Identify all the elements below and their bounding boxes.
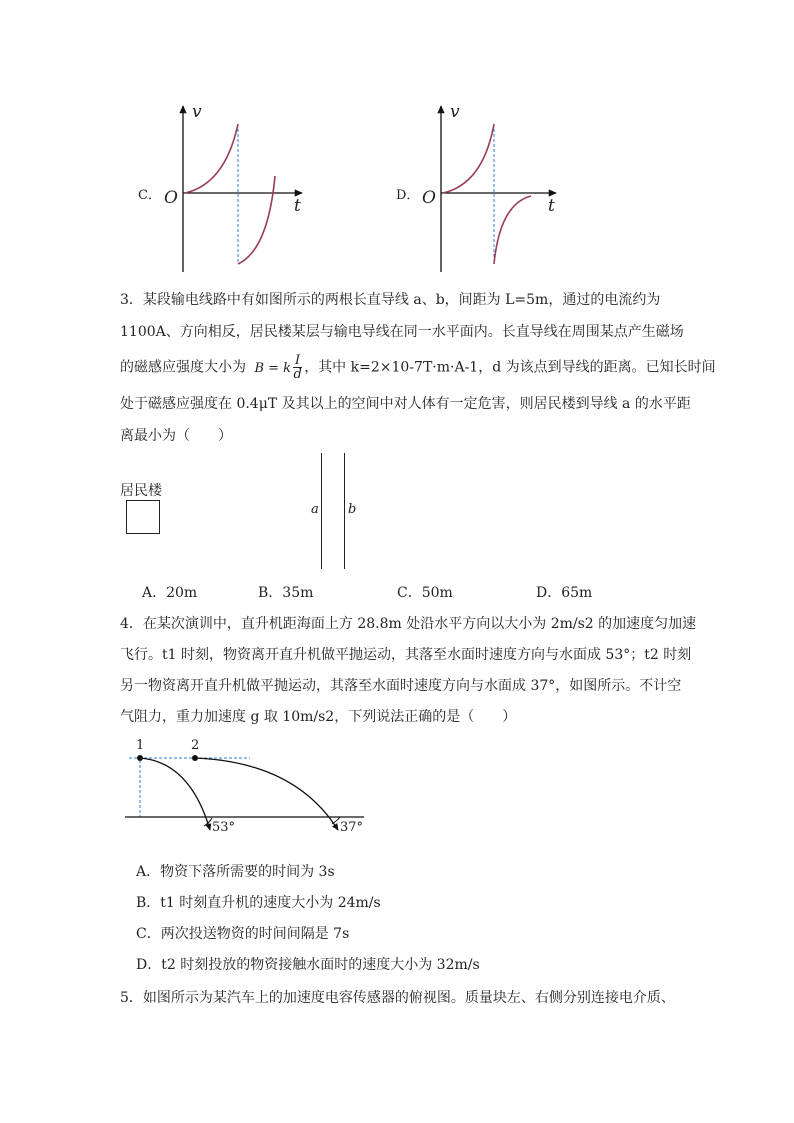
q4-option-d[interactable]: D．t2 时刻投放的物资接触水面时的速度大小为 32m/s <box>136 957 480 973</box>
q3-line-2: 1100A、方向相反，居民楼某层与输电导线在同一水平面内。长直导线在周围某点产生磁场 <box>120 324 684 340</box>
graph-d-curve-second <box>494 196 531 264</box>
graph-c-curve-second <box>238 176 275 264</box>
graph-d-option-label: D． <box>396 188 420 203</box>
q3-line-3-pre: 的磁感应强度大小为 <box>120 359 246 376</box>
q4-point-2 <box>192 755 198 761</box>
q3-line-4: 处于磁感应强度在 0.4μT 及其以上的空间中对人体有一定危害，则居民楼到导线 a 的水平距 <box>120 396 691 412</box>
graph-d-t-label: t <box>548 196 555 216</box>
q3-option-c[interactable]: C．50m <box>397 585 453 601</box>
q4-option-a[interactable]: A．物资下落所需要的时间为 3s <box>136 864 335 880</box>
graph-c-v-label: v <box>192 102 202 122</box>
q4-angle-arc-2 <box>332 817 340 824</box>
q4-trajectory-1 <box>140 758 210 830</box>
q5-line-1: 5．如图所示为某汽车上的加速度电容传感器的俯视图。质量块左、右侧分别连接电介质、 <box>120 990 675 1006</box>
graph-c <box>130 100 320 280</box>
q3-building-box <box>126 500 160 534</box>
graph-d <box>388 100 578 280</box>
q3-line-3-post: ，其中 k=2×10-7T·m·A-1，d 为该点到导线的距离。已知长时间 <box>304 359 716 376</box>
q4-line-1: 4．在某次演训中，直升机距海面上方 28.8m 处沿水平方向以大小为 2m/s2 的加速度匀加速 <box>120 616 697 632</box>
q3-formula-lhs: B = k <box>254 360 292 376</box>
graph-c-svg <box>130 100 320 280</box>
q3-line-3 <box>120 354 716 381</box>
q4-figure <box>120 738 370 838</box>
q3-formula-fraction <box>293 354 302 381</box>
q4-line-2: 飞行。t1 时刻，物资离开直升机做平抛运动，其落至水面时速度方向与水面成 53°；t2 时刻 <box>120 647 692 663</box>
graph-d-curve-rising <box>443 124 494 193</box>
q4-point-1 <box>137 755 143 761</box>
q3-line-1: 3．某段输电线路中有如图所示的两根长直导线 a、b，间距为 L=5m，通过的电流约为 <box>120 292 661 308</box>
q3-wire-a <box>321 453 322 569</box>
q4-line-4: 气阻力，重力加速度 g 取 10m/s2，下列说法正确的是（ ） <box>120 709 517 725</box>
q3-formula-num: I <box>295 353 301 368</box>
q3-formula-den: d <box>293 367 302 382</box>
q3-option-d[interactable]: D．65m <box>536 585 593 601</box>
q3-wire-b <box>344 453 345 569</box>
q4-option-c[interactable]: C．两次投送物资的时间间隔是 7s <box>136 926 350 942</box>
graph-d-origin-label: O <box>422 188 436 208</box>
q4-option-b[interactable]: B．t1 时刻直升机的速度大小为 24m/s <box>136 895 381 911</box>
graph-c-option-label: C． <box>138 188 161 203</box>
q3-wire-a-label: a <box>311 502 319 517</box>
graph-c-curve-rising <box>185 124 238 193</box>
q4-point-1-label: 1 <box>136 738 145 753</box>
q4-point-2-label: 2 <box>191 738 200 753</box>
graph-d-v-label: v <box>450 102 460 122</box>
q3-wire-b-label: b <box>348 502 357 517</box>
graph-c-t-label: t <box>294 196 301 216</box>
q4-angle-37-label: 37° <box>340 820 364 835</box>
graph-c-origin-label: O <box>164 188 178 208</box>
q3-option-a[interactable]: A．20m <box>142 585 198 601</box>
q3-option-b[interactable]: B．35m <box>258 585 314 601</box>
q4-angle-53-label: 53° <box>212 820 236 835</box>
q4-line-3: 另一物资离开直升机做平抛运动，其落至水面时速度方向与水面成 37°，如图所示。不计空 <box>120 678 682 694</box>
q3-building-label: 居民楼 <box>120 483 162 499</box>
graph-d-svg <box>388 100 578 280</box>
q3-line-5: 离最小为（ ） <box>120 428 232 444</box>
